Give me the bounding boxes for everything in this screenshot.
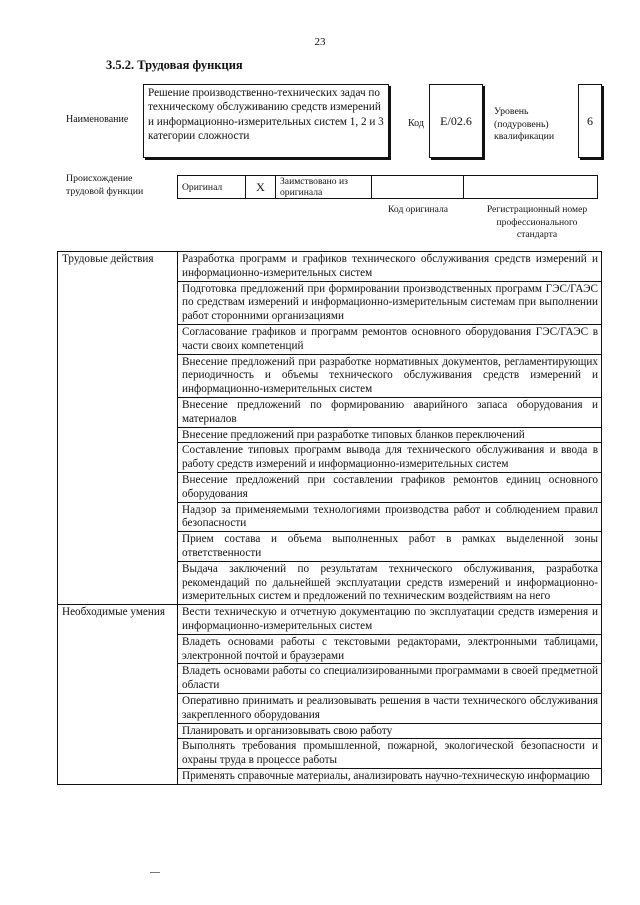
- reg-number-cell: [464, 176, 598, 199]
- list-item: Оперативно принимать и реализовывать решения в части технического обслуживания закрепленного оборудования: [178, 693, 602, 723]
- code-label: Код: [408, 118, 424, 129]
- page-number: 23: [314, 36, 326, 48]
- original-code-caption: Код оригинала: [388, 204, 449, 215]
- list-item: Выполнять требования промышленной, пожарной, экологической безопасности и охраны труда в процессе работы: [178, 739, 602, 769]
- function-name-box: Решение производственно-технических задач по техническому обслуживанию средств измерений и информационно-измерительных систем 1, 2 и 3 категории сложности: [143, 84, 389, 158]
- list-item: Составление типовых программ вывода для технического обслуживания и ввода в работу средств измерений и информационно-измерительных систем: [178, 443, 602, 473]
- original-cell: Оригинал: [178, 176, 246, 199]
- list-item: Внесение предложений при составлении графиков ремонтов единиц основного оборудования: [178, 472, 602, 502]
- category-cell: Необходимые умения: [58, 605, 178, 785]
- borrowed-cell: Заимствовано из оригинала: [276, 176, 372, 199]
- table-row: [58, 605, 602, 635]
- list-item: Вести техническую и отчетную документацию по эксплуатации средств измерения и информационно-измерительных систем: [178, 605, 602, 635]
- origin-label: Происхождение трудовой функции: [66, 173, 144, 197]
- list-item: Подготовка предложений при формировании производственных программ ГЭС/ГАЭС по средствам измерений и информационно-измерительным системам при выполнении работ сторонними организациями: [178, 281, 602, 324]
- list-item: Разработка программ и графиков технического обслуживания средств измерений и информационно-измерительных систем: [178, 252, 602, 282]
- function-details-table: [57, 251, 602, 785]
- list-item: Внесение предложений при разработке нормативных документов, регламентирующих периодичность и объемы технического обслуживания средств измерений и информационно-измерительных систем: [178, 354, 602, 397]
- category-cell: Трудовые действия: [58, 252, 178, 605]
- list-item: Согласование графиков и программ ремонтов основного оборудования ГЭС/ГАЭС в части своих компетенций: [178, 324, 602, 354]
- origin-table: [177, 175, 598, 199]
- reg-number-caption: Регистрационный номер профессионального стандарта: [486, 204, 588, 240]
- list-item: Надзор за применяемыми технологиями производства работ и соблюдением правил безопасности: [178, 502, 602, 532]
- level-box: 6: [578, 84, 602, 158]
- list-item: Внесение предложений по формированию аварийного запаса оборудования и материалов: [178, 397, 602, 427]
- list-item: Владеть основами работы с текстовыми редакторами, электронными таблицами, электронной почтой и браузерами: [178, 634, 602, 664]
- section-title: 3.5.2. Трудовая функция: [106, 58, 243, 72]
- list-item: Прием состава и объема выполненных работ в рамках выделенной зоны ответственности: [178, 532, 602, 562]
- list-item: Планировать и организовывать свою работу: [178, 723, 602, 739]
- list-item: Владеть основами работы со специализированными программами в своей предметной области: [178, 664, 602, 694]
- pen-mark: [150, 872, 160, 873]
- level-label: Уровень (подуровень) квалификации: [494, 106, 555, 142]
- list-item: Выдача заключений по результатам технического обслуживания, разработка рекомендаций по дальнейшей эксплуатации средств измерений и информационно-измерительных систем и предложений по техническим воздействиям на него: [178, 561, 602, 604]
- list-item: Внесение предложений при разработке типовых бланков переключений: [178, 427, 602, 443]
- table-row: [58, 252, 602, 282]
- list-item: Применять справочные материалы, анализировать научно-техническую информацию: [178, 768, 602, 784]
- original-code-cell: [372, 176, 464, 199]
- name-label: Наименование: [66, 114, 129, 125]
- code-box: E/02.6: [429, 84, 483, 158]
- original-mark: X: [246, 176, 276, 199]
